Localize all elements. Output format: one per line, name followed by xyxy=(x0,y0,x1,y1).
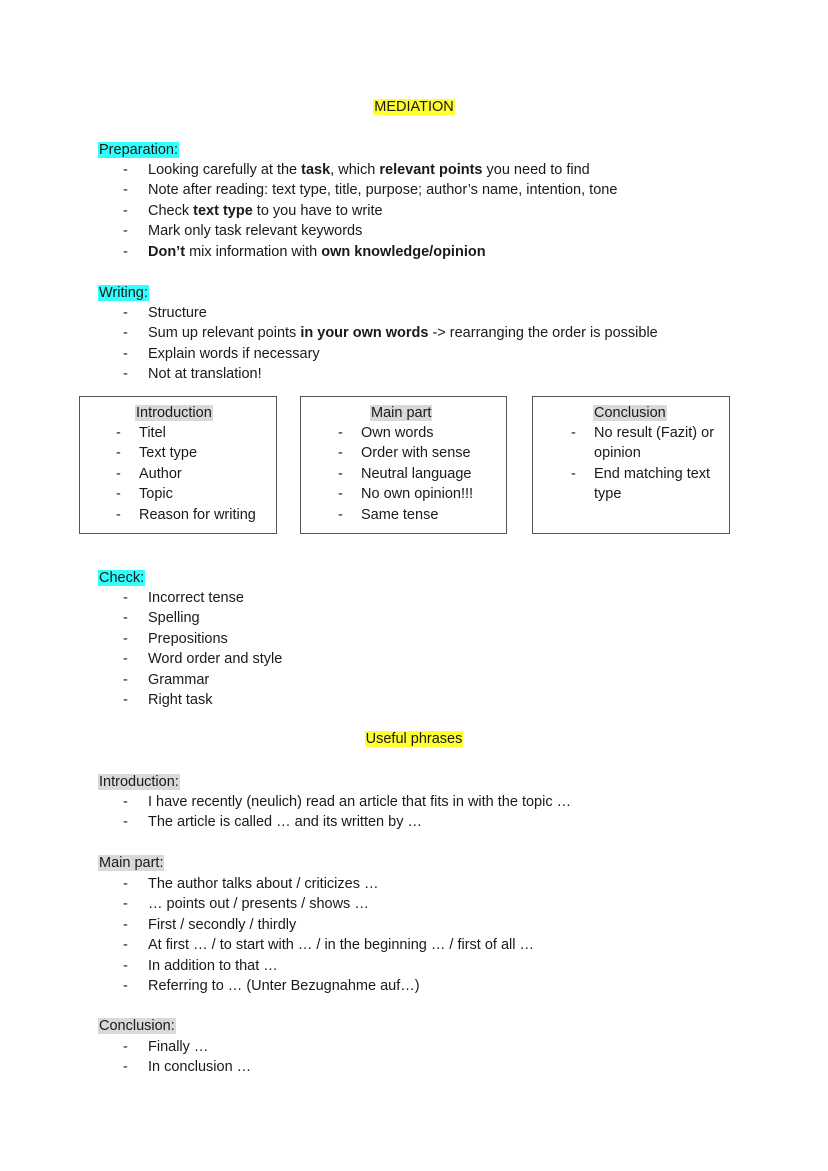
box-list-item-text: Neutral language xyxy=(361,465,472,482)
emphasis: in your own words xyxy=(300,325,429,342)
writing-list xyxy=(120,303,658,385)
list-item xyxy=(120,649,282,669)
bullet-dash: - xyxy=(338,465,343,482)
main-part-box-title: Main part xyxy=(371,405,432,421)
list-item-text: The author talks about / criticizes … xyxy=(148,876,379,892)
list-item xyxy=(120,670,282,690)
phrases-main-part-heading: Main part: xyxy=(99,855,164,871)
bullet-dash: - xyxy=(123,305,128,321)
list-item xyxy=(120,201,617,221)
emphasis: text type xyxy=(193,202,253,219)
list-item xyxy=(120,221,617,241)
list-item-text: Structure xyxy=(148,305,207,321)
list-item xyxy=(120,160,617,180)
check-heading-row xyxy=(98,568,145,588)
list-item xyxy=(120,323,658,343)
bullet-dash: - xyxy=(571,425,576,441)
bullet-dash: - xyxy=(338,425,343,441)
box-list-item-text: Order with sense xyxy=(361,445,471,462)
box-list-item xyxy=(115,505,275,525)
bullet-dash: - xyxy=(338,506,343,523)
emphasis: own knowledge/opinion xyxy=(321,243,486,260)
conclusion-box xyxy=(532,396,730,534)
main-part-box-title-row xyxy=(370,403,432,423)
list-item xyxy=(120,608,282,628)
bullet-dash: - xyxy=(123,814,128,831)
useful-phrases-title-row xyxy=(0,731,828,747)
list-item xyxy=(120,690,282,710)
box-list-item xyxy=(115,484,275,504)
list-item xyxy=(120,956,534,976)
bullet-dash: - xyxy=(116,486,121,503)
bullet-dash: - xyxy=(338,445,343,462)
list-item-text: Spelling xyxy=(148,610,200,627)
bullet-dash: - xyxy=(123,366,128,383)
main-part-box xyxy=(300,396,507,534)
bullet-dash: - xyxy=(123,1039,128,1055)
list-item xyxy=(120,1057,251,1077)
phrases-conclusion-list xyxy=(120,1037,251,1078)
list-item-text: Referring to … (Unter Bezugnahme auf…) xyxy=(148,977,420,994)
box-list-item-text: No own opinion!!! xyxy=(361,486,474,503)
box-list-item-text: Author xyxy=(139,465,182,482)
box-list-item xyxy=(570,423,720,464)
list-item xyxy=(120,344,658,364)
preparation-heading-row xyxy=(98,140,179,160)
list-item-text: Finally … xyxy=(148,1039,209,1055)
list-item-text: At first … / to start with … / in the beginning … / first of all … xyxy=(148,937,534,954)
bullet-dash: - xyxy=(123,916,128,933)
useful-phrases-title: Useful phrases xyxy=(365,731,463,747)
emphasis: task xyxy=(301,162,331,178)
list-item-text: I have recently (neulich) read an article that fits in with the topic … xyxy=(148,794,572,810)
list-item-text: Explain words if necessary xyxy=(148,345,320,362)
list-item-text: Prepositions xyxy=(148,630,228,647)
document-title: MEDIATION xyxy=(374,99,454,115)
list-item-text: In conclusion … xyxy=(148,1059,252,1076)
box-list-item xyxy=(337,505,505,525)
box-list-item-text: Reason for writing xyxy=(139,506,256,523)
list-item xyxy=(120,303,658,323)
writing-heading: Writing: xyxy=(99,285,148,301)
box-list-item-text: No result (Fazit) or opinion xyxy=(594,425,715,462)
list-item-text: Grammar xyxy=(148,671,210,688)
conclusion-box-title-row xyxy=(593,403,667,423)
bullet-dash: - xyxy=(123,162,128,178)
bullet-dash: - xyxy=(123,325,128,342)
list-item-text: Right task xyxy=(148,691,213,708)
bullet-dash: - xyxy=(123,937,128,954)
bullet-dash: - xyxy=(123,590,128,606)
introduction-box-title-row xyxy=(135,403,213,423)
list-item-text: In addition to that … xyxy=(148,957,278,974)
list-item xyxy=(120,588,282,608)
box-list-item-text: Titel xyxy=(139,425,166,441)
phrases-introduction-list xyxy=(120,792,571,833)
bullet-dash: - xyxy=(116,506,121,523)
phrases-main-part-list xyxy=(120,874,534,996)
box-list-item xyxy=(337,464,505,484)
bullet-dash: - xyxy=(123,876,128,892)
list-item-text: Not at translation! xyxy=(148,366,262,383)
writing-heading-row xyxy=(98,283,149,303)
preparation-heading: Preparation: xyxy=(99,142,178,158)
bullet-dash: - xyxy=(123,651,128,668)
phrases-conclusion-heading-row xyxy=(98,1016,176,1036)
bullet-dash: - xyxy=(116,425,121,441)
box-list-item xyxy=(337,484,505,504)
list-item xyxy=(120,364,658,384)
bullet-dash: - xyxy=(123,794,128,810)
preparation-list xyxy=(120,160,617,262)
bullet-dash: - xyxy=(123,243,128,260)
bullet-dash: - xyxy=(123,345,128,362)
box-list-item-text: Same tense xyxy=(361,506,439,523)
list-item-text: The article is called … and its written by … xyxy=(148,814,422,831)
main-part-box-list xyxy=(337,423,505,525)
list-item xyxy=(120,629,282,649)
check-list xyxy=(120,588,282,710)
list-item-text: Don’t mix information with own knowledge/opinion xyxy=(148,243,486,260)
box-list-item xyxy=(337,423,505,443)
bullet-dash: - xyxy=(116,445,121,462)
phrases-main-part-heading-row xyxy=(98,853,164,873)
list-item xyxy=(120,812,571,832)
bullet-dash: - xyxy=(123,977,128,994)
list-item xyxy=(120,894,534,914)
list-item-text: Check text type to you have to write xyxy=(148,202,383,219)
bullet-dash: - xyxy=(116,465,121,482)
bullet-dash: - xyxy=(123,691,128,708)
list-item-text: Sum up relevant points in your own words -> rearranging the order is possible xyxy=(148,325,658,342)
introduction-box-list xyxy=(115,423,275,525)
list-item-text: Mark only task relevant keywords xyxy=(148,223,363,240)
bullet-dash: - xyxy=(123,610,128,627)
box-list-item-text: Own words xyxy=(361,425,434,441)
bullet-dash: - xyxy=(123,182,128,199)
document-title-row xyxy=(0,99,828,115)
list-item xyxy=(120,242,617,262)
box-list-item xyxy=(115,423,275,443)
list-item-text: First / secondly / thirdly xyxy=(148,916,297,933)
bullet-dash: - xyxy=(123,630,128,647)
conclusion-box-list xyxy=(570,423,720,505)
introduction-box-title: Introduction xyxy=(136,405,212,421)
emphasis: Don’t xyxy=(148,243,186,260)
box-list-item-text: Text type xyxy=(139,445,198,462)
bullet-dash: - xyxy=(123,202,128,219)
list-item-text: Note after reading: text type, title, purpose; author’s name, intention, tone xyxy=(148,182,618,199)
list-item xyxy=(120,976,534,996)
list-item-text: Looking carefully at the task, which relevant points you need to find xyxy=(148,162,590,178)
list-item-text: Word order and style xyxy=(148,651,283,668)
list-item xyxy=(120,874,534,894)
list-item xyxy=(120,915,534,935)
phrases-conclusion-heading: Conclusion: xyxy=(99,1018,175,1034)
box-list-item xyxy=(570,464,720,505)
bullet-dash: - xyxy=(338,486,343,503)
box-list-item-text: Topic xyxy=(139,486,173,503)
conclusion-box-title: Conclusion xyxy=(594,405,666,421)
list-item xyxy=(120,180,617,200)
list-item xyxy=(120,792,571,812)
introduction-box xyxy=(79,396,277,534)
box-list-item xyxy=(115,443,275,463)
list-item-text: … points out / presents / shows … xyxy=(148,896,369,913)
check-heading: Check: xyxy=(99,570,145,586)
list-item xyxy=(120,935,534,955)
phrases-introduction-heading: Introduction: xyxy=(99,774,179,790)
list-item xyxy=(120,1037,251,1057)
box-list-item-text: End matching text type xyxy=(594,465,711,503)
bullet-dash: - xyxy=(123,1059,128,1076)
box-list-item xyxy=(337,443,505,463)
box-list-item xyxy=(115,464,275,484)
phrases-introduction-heading-row xyxy=(98,772,180,792)
bullet-dash: - xyxy=(123,957,128,974)
bullet-dash: - xyxy=(123,896,128,913)
bullet-dash: - xyxy=(571,465,576,482)
emphasis: relevant points xyxy=(379,162,483,178)
list-item-text: Incorrect tense xyxy=(148,590,244,606)
bullet-dash: - xyxy=(123,223,128,240)
bullet-dash: - xyxy=(123,671,128,688)
